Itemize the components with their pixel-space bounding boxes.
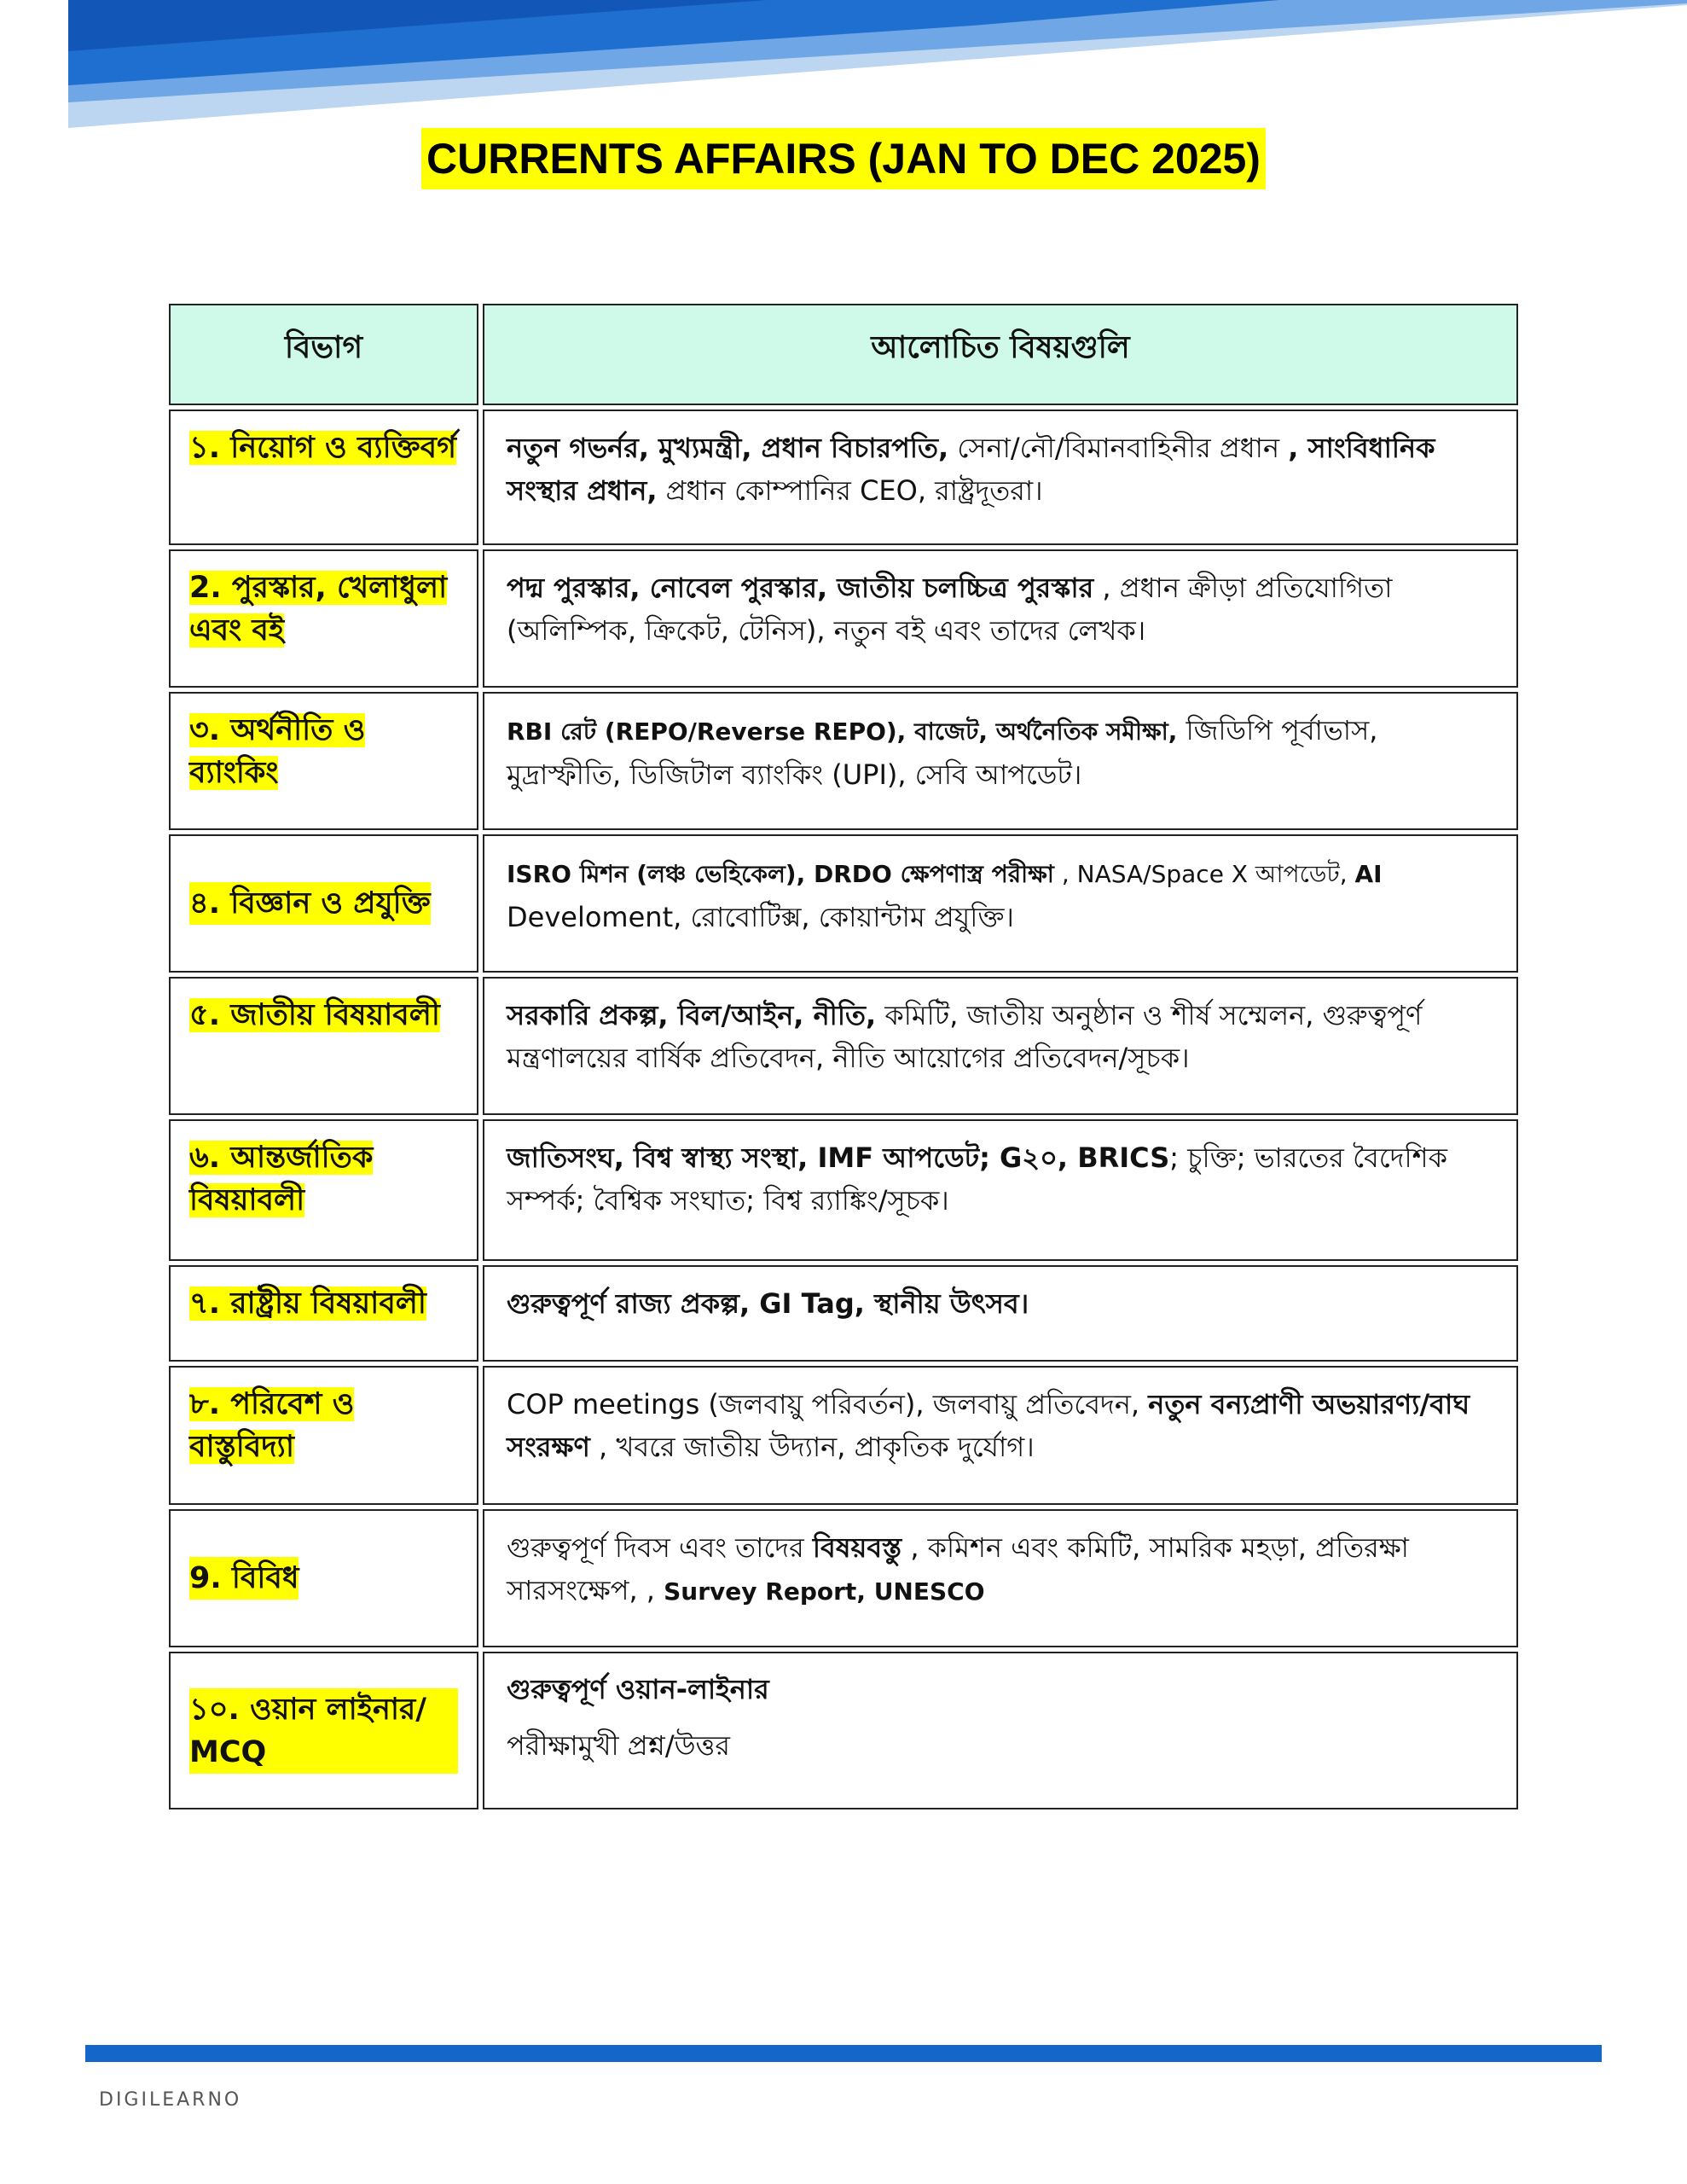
row-topics bbox=[507, 427, 1494, 512]
page-title: CURRENTS AFFAIRS (JAN TO DEC 2025) bbox=[421, 128, 1266, 189]
row-category: ৩. অর্থনীতি ও ব্যাংকিং bbox=[189, 713, 366, 790]
topic-text: ISRO মিশন (লঞ্চ ভেহিকেল), DRDO ক্ষেপণাস্ত্র পরীক্ষা bbox=[507, 860, 1054, 888]
topic-text: , খবরে জাতীয় উদ্যান, প্রাকৃতিক দুর্যোগ। bbox=[589, 1431, 1035, 1463]
topic-text: নতুন গভর্নর, মুখ্যমন্ত্রী, প্রধান বিচারপতি, bbox=[507, 432, 949, 464]
footer-brand: DIGILEARNO bbox=[99, 2089, 242, 2111]
row-category: ১. নিয়োগ ও ব্যক্তিবর্গ bbox=[189, 431, 457, 465]
topic-text: প্রধান কোম্পানির CEO, রাষ্ট্রদূতরা। bbox=[657, 474, 1043, 507]
topic-text: , কমিশন এবং কমিটি, সামরিক মহড়া, প্রতিরক্ষা সারসংক্ষেপ, , bbox=[507, 1531, 1409, 1606]
topic-text: পদ্ম পুরস্কার, নোবেল পুরস্কার, জাতীয় চলচ্চিত্র পুরস্কার bbox=[507, 572, 1094, 604]
topic-text: RBI রেট (REPO/Reverse REPO), বাজেট, অর্থনৈতিক সমীক্ষা, bbox=[507, 717, 1178, 746]
topic-text: বিষয়বস্তু bbox=[812, 1531, 902, 1564]
topic-text: গুরুত্বপূর্ণ দিবস এবং তাদের bbox=[507, 1531, 813, 1564]
table-row bbox=[0, 834, 1687, 973]
row-category: 2. পুরস্কার, খেলাধুলা এবং বই bbox=[189, 571, 448, 648]
row-topics bbox=[507, 709, 1494, 796]
header-topics: আলোচিত বিষয়গুলি bbox=[871, 330, 1130, 365]
row-category: ৬. আন্তর্জাতিক বিষয়াবলী bbox=[189, 1141, 374, 1217]
topic-text: COP meetings (জলবায়ু পরিবর্তন), জলবায়ু প্রতিবেদন, bbox=[507, 1388, 1149, 1420]
row-category: ৮. পরিবেশ ও বাস্তুবিদ্যা bbox=[189, 1387, 355, 1464]
header-banner bbox=[0, 0, 1687, 145]
topic-text: , প্রধান ক্রীড়া প্রতিযোগিতা (অলিম্পিক, ক্রিকেট, টেনিস), নতুন বই এবং তাদের লেখক। bbox=[507, 572, 1393, 647]
row-category: ৭. রাষ্ট্রীয় বিষয়াবলী bbox=[189, 1287, 426, 1321]
row-category: ৫. জাতীয় বিষয়াবলী bbox=[189, 998, 440, 1032]
topic-text: জিডিপি পূর্বাভাস, মুদ্রাস্ফীতি, ডিজিটাল ব্যাংকিং (UPI), সেবি আপডেট। bbox=[507, 714, 1378, 791]
table-row bbox=[0, 1652, 1687, 1809]
row-category: ১০. ওয়ান লাইনার/ MCQ bbox=[189, 1688, 458, 1774]
table-row bbox=[0, 977, 1687, 1115]
row-topics bbox=[507, 566, 1494, 652]
topic-text: ; চুক্তি; ভারতের বৈদেশিক সম্পর্ক; বৈশ্বিক সংঘাত; বিশ্ব র‍্যাঙ্কিং/সূচক। bbox=[507, 1141, 1447, 1217]
topic-text: AI bbox=[1354, 860, 1383, 888]
footer-bar bbox=[85, 2045, 1602, 2062]
header-category: বিভাগ bbox=[284, 330, 363, 365]
topic-text: গুরুত্বপূর্ণ রাজ্য প্রকল্প, GI Tag, স্থানীয় উৎসব। bbox=[507, 1287, 1029, 1320]
table-header-row bbox=[0, 304, 1687, 405]
table-row bbox=[0, 1119, 1687, 1261]
table-row bbox=[0, 1366, 1687, 1505]
topic-text: সেনা/নৌ/বিমানবাহিনীর প্রধান bbox=[948, 432, 1289, 464]
topic-text: সরকারি প্রকল্প, বিল/আইন, নীতি, bbox=[507, 999, 877, 1031]
topic-text: কমিটি, জাতীয় অনুষ্ঠান ও শীর্ষ সম্মেলন, গুরুত্বপূর্ণ মন্ত্রণালয়ের বার্ষিক প্রতিবেদন, নীতি আয়োগের প্রতিবেদন/সূচক। bbox=[507, 999, 1423, 1074]
table-row bbox=[0, 692, 1687, 830]
row-topics bbox=[507, 1526, 1494, 1613]
row-topics bbox=[507, 851, 1494, 938]
row-topics bbox=[507, 1136, 1494, 1222]
topic-text: , NASA/Space X আপডেট, bbox=[1053, 860, 1355, 888]
topic-text: জাতিসংঘ, বিশ্ব স্বাস্থ্য সংস্থা, IMF আপডেট; G২০, BRICS bbox=[507, 1141, 1170, 1174]
table-row bbox=[0, 1265, 1687, 1362]
topic-text: Survey Report, UNESCO bbox=[664, 1577, 985, 1606]
topic-text: , সাংবিধানিক সংস্থার প্রধান, bbox=[507, 432, 1435, 507]
table-row bbox=[0, 410, 1687, 545]
row-topics bbox=[507, 1383, 1494, 1468]
row-topics bbox=[507, 1282, 1494, 1325]
topic-text: নতুন বন্যপ্রাণী অভয়ারণ্য/বাঘ সংরক্ষণ bbox=[507, 1388, 1470, 1463]
row-category: ৪. বিজ্ঞান ও প্রযুক্তি bbox=[189, 882, 431, 925]
topic-text: Develoment, রোবোটিক্স, কোয়ান্টাম প্রযুক্তি। bbox=[507, 901, 1014, 933]
row-category: 9. বিবিধ bbox=[189, 1557, 299, 1600]
row-topics bbox=[507, 994, 1494, 1079]
table-row bbox=[0, 1509, 1687, 1647]
table-row bbox=[0, 549, 1687, 688]
row-topics-line2: পরীক্ষামুখী প্রশ্ন/উত্তর bbox=[507, 1729, 731, 1762]
row-topics-line1: গুরুত্বপূর্ণ ওয়ান-লাইনার bbox=[507, 1673, 769, 1705]
